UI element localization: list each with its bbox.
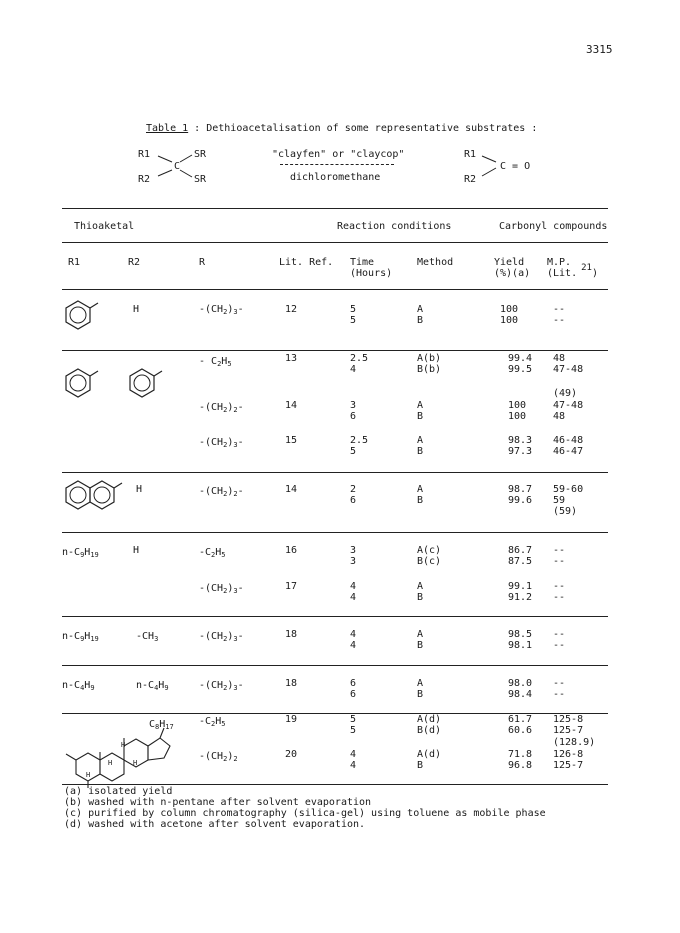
g1-time-a: 5 <box>350 304 357 315</box>
g6-ref: 18 <box>285 678 298 689</box>
g7a-method-a: A(d) <box>417 714 442 725</box>
g7b-time-b: 4 <box>350 760 357 771</box>
steroid-h-1: H <box>86 771 91 779</box>
g2a-ref: 13 <box>285 353 298 364</box>
g5-method-a: A <box>417 629 424 640</box>
g2c-r: $-(CH_2)_3-$ <box>199 437 244 449</box>
g1-r: $-(CH_2)_3-$ <box>199 304 244 316</box>
header-thioaketal: Thioaketal <box>74 221 135 232</box>
g7a-time-a: 5 <box>350 714 357 725</box>
subheader-rule <box>62 289 608 290</box>
g2c-mp-b: 46-47 <box>553 446 584 457</box>
g4a-ref: 16 <box>285 545 298 556</box>
g4b-mp-b: -- <box>553 592 566 603</box>
g2a-yield-a: 99.4 <box>508 353 533 364</box>
g7b-mp-a: 126-8 <box>553 749 584 760</box>
g7a-ref: 19 <box>285 714 298 725</box>
g3-r2: H <box>136 484 143 495</box>
g7b-method-b: B <box>417 760 424 771</box>
g4-r1: $n-C_9H_{19}$ <box>62 547 99 559</box>
g2c-time-a: 2.5 <box>350 435 369 446</box>
g1-method-a: A <box>417 304 424 315</box>
g7a-mp-b: 125-7 <box>553 725 584 736</box>
g2b-mp-b: 48 <box>553 411 566 422</box>
header-carbonyl: Carbonyl compounds <box>499 221 608 232</box>
phenyl-structure <box>62 298 102 334</box>
col-r: R <box>199 257 206 268</box>
scheme-product-co: C = O <box>500 161 531 172</box>
steroid-h-4: H <box>133 759 138 767</box>
g5-time-b: 4 <box>350 640 357 651</box>
g2c-method-a: A <box>417 435 424 446</box>
g1-mp-b: -- <box>553 315 566 326</box>
g5-mp-b: -- <box>553 640 566 651</box>
group-rule-3 <box>62 532 608 533</box>
g1-ref: 12 <box>285 304 298 315</box>
g6-method-b: B <box>417 689 424 700</box>
g3-method-b: B <box>417 495 424 506</box>
g1-r2: H <box>133 304 140 315</box>
scheme-reagent-top: "clayfen" or "claycop" <box>272 149 405 160</box>
g2b-mp-a: 47-48 <box>553 400 584 411</box>
group-rule-2 <box>62 472 608 473</box>
col-yield-unit: (%)(a) <box>494 268 531 279</box>
scheme-arrow <box>280 164 394 165</box>
col-time: Time <box>350 257 375 268</box>
g1-time-b: 5 <box>350 315 357 326</box>
g2b-r: $-(CH_2)_2-$ <box>199 402 244 414</box>
g4-r2: H <box>133 545 140 556</box>
g2a-time-b: 4 <box>350 364 357 375</box>
g2c-time-b: 5 <box>350 446 357 457</box>
g7-sub: $C_8H_{17}$ <box>149 719 174 731</box>
g2c-method-b: B <box>417 446 424 457</box>
g6-r1: $n-C_4H_9$ <box>62 680 95 692</box>
table-bottom-rule <box>62 784 608 785</box>
g4a-method-a: A(c) <box>417 545 442 556</box>
g1-method-b: B <box>417 315 424 326</box>
g2a-method-b: B(b) <box>417 364 442 375</box>
g4a-mp-a: -- <box>553 545 566 556</box>
g6-mp-a: -- <box>553 678 566 689</box>
page-number: 3315 <box>586 43 613 56</box>
g2a-r: - $C_2H_5$ <box>199 356 232 368</box>
g7a-method-b: B(d) <box>417 725 442 736</box>
g5-r2: $-CH_3$ <box>136 631 159 643</box>
g2b-method-a: A <box>417 400 424 411</box>
table-caption-text: : Dethioacetalisation of some representative substrates : <box>188 123 538 134</box>
footnote-a: (a) isolated yield <box>64 786 173 797</box>
col-r2: R2 <box>128 257 141 268</box>
g7b-yield-a: 71.8 <box>508 749 533 760</box>
g2c-yield-b: 97.3 <box>508 446 533 457</box>
g2a-yield-b: 99.5 <box>508 364 533 375</box>
g2b-yield-a: 100 <box>508 400 527 411</box>
g4b-time-a: 4 <box>350 581 357 592</box>
g7a-time-b: 5 <box>350 725 357 736</box>
footnote-c: (c) purified by column chromatography (silica-gel) using toluene as mobile phase <box>64 808 546 819</box>
g4b-time-b: 4 <box>350 592 357 603</box>
scheme-sr-top: SR <box>194 149 207 160</box>
g7b-mp-b: 125-7 <box>553 760 584 771</box>
col-litref: Lit. Ref. <box>279 257 334 268</box>
table-caption <box>146 124 537 134</box>
g2b-time-a: 3 <box>350 400 357 411</box>
g6-r: $-(CH_2)_3-$ <box>199 680 244 692</box>
g4b-ref: 17 <box>285 581 298 592</box>
g5-mp-a: -- <box>553 629 566 640</box>
g6-r2: $n-C_4H_9$ <box>136 680 169 692</box>
g2b-ref: 14 <box>285 400 298 411</box>
g5-r1: $n-C_9H_{19}$ <box>62 631 99 643</box>
g4a-mp-b: -- <box>553 556 566 567</box>
g6-yield-a: 98.0 <box>508 678 533 689</box>
g6-method-a: A <box>417 678 424 689</box>
g4b-method-a: A <box>417 581 424 592</box>
g2b-time-b: 6 <box>350 411 357 422</box>
g6-yield-b: 98.4 <box>508 689 533 700</box>
g4b-yield-b: 91.2 <box>508 592 533 603</box>
g6-mp-b: -- <box>553 689 566 700</box>
g1-mp-a: -- <box>553 304 566 315</box>
g3-ref: 14 <box>285 484 298 495</box>
g2b-mp-lit: (49) <box>553 388 578 399</box>
col-mp-lit: (Lit. $^{21}$) <box>547 263 598 279</box>
g4b-r: $-(CH_2)_3-$ <box>199 583 244 595</box>
header-rule <box>62 242 608 243</box>
g4b-yield-a: 99.1 <box>508 581 533 592</box>
g3-yield-a: 98.7 <box>508 484 533 495</box>
scheme-product-r2: R2 <box>464 174 477 185</box>
g3-mp-a: 59-60 <box>553 484 584 495</box>
header-conditions: Reaction conditions <box>337 221 452 232</box>
g4a-method-b: B(c) <box>417 556 442 567</box>
g5-r: $-(CH_2)_3-$ <box>199 631 244 643</box>
g2a-mp-a: 48 <box>553 353 566 364</box>
scheme-product-r1: R1 <box>464 149 477 160</box>
g5-method-b: B <box>417 640 424 651</box>
g5-yield-b: 98.1 <box>508 640 533 651</box>
col-r1: R1 <box>68 257 81 268</box>
phenyl-structure-r1 <box>62 366 102 402</box>
g1-yield-b: 100 <box>500 315 519 326</box>
scheme-r1: R1 <box>138 149 151 160</box>
footnote-b: (b) washed with n-pentane after solvent evaporation <box>64 797 372 808</box>
scheme-sr-bottom: SR <box>194 174 207 185</box>
scheme-reagent-bottom: dichloromethane <box>290 172 381 183</box>
g3-yield-b: 99.6 <box>508 495 533 506</box>
g2a-time-a: 2.5 <box>350 353 369 364</box>
g7b-method-a: A(d) <box>417 749 442 760</box>
g7a-yield-b: 60.6 <box>508 725 533 736</box>
col-method: Method <box>417 257 454 268</box>
g3-time-a: 2 <box>350 484 357 495</box>
g7a-r: $-C_2H_5$ <box>199 716 226 728</box>
g7a-yield-a: 61.7 <box>508 714 533 725</box>
g4a-yield-b: 87.5 <box>508 556 533 567</box>
steroid-h-2: H <box>108 759 113 767</box>
g2a-mp-b: 47-48 <box>553 364 584 375</box>
g3-time-b: 6 <box>350 495 357 506</box>
table-label: Table 1 <box>146 123 189 134</box>
g4a-time-a: 3 <box>350 545 357 556</box>
g5-ref: 18 <box>285 629 298 640</box>
g5-time-a: 4 <box>350 629 357 640</box>
g4a-yield-a: 86.7 <box>508 545 533 556</box>
group-rule-5 <box>62 665 608 666</box>
col-yield: Yield <box>494 257 525 268</box>
group-rule-4 <box>62 616 608 617</box>
g4b-method-b: B <box>417 592 424 603</box>
g7b-yield-b: 96.8 <box>508 760 533 771</box>
g2c-yield-a: 98.3 <box>508 435 533 446</box>
g2c-mp-a: 46-48 <box>553 435 584 446</box>
g7b-time-a: 4 <box>350 749 357 760</box>
steroid-h-3: H <box>121 741 126 749</box>
col-time-unit: (Hours) <box>350 268 393 279</box>
group-rule-1 <box>62 350 608 351</box>
naphthyl-structure <box>62 478 134 514</box>
g7a-mp-a: 125-8 <box>553 714 584 725</box>
g4b-mp-a: -- <box>553 581 566 592</box>
g7b-ref: 20 <box>285 749 298 760</box>
scheme-c: C <box>174 161 181 172</box>
g6-time-a: 6 <box>350 678 357 689</box>
g2c-ref: 15 <box>285 435 298 446</box>
g3-method-a: A <box>417 484 424 495</box>
g4a-time-b: 3 <box>350 556 357 567</box>
g2b-method-b: B <box>417 411 424 422</box>
g3-mp-c: (59) <box>553 506 578 517</box>
g1-yield-a: 100 <box>500 304 519 315</box>
g2a-method-a: A(b) <box>417 353 442 364</box>
g6-time-b: 6 <box>350 689 357 700</box>
g2b-yield-b: 100 <box>508 411 527 422</box>
g4a-r: $-C_2H_5$ <box>199 547 226 559</box>
g7a-mp-c: (128.9) <box>553 737 596 748</box>
footnote-d: (d) washed with acetone after solvent evaporation. <box>64 819 366 830</box>
phenyl-structure-r2 <box>126 366 166 402</box>
table-top-rule <box>62 208 608 209</box>
g5-yield-a: 98.5 <box>508 629 533 640</box>
g3-mp-b: 59 <box>553 495 566 506</box>
g7b-r: $-(CH_2)_2$ <box>199 751 238 763</box>
g3-r: $-(CH_2)_2-$ <box>199 486 244 498</box>
scheme-r2: R2 <box>138 174 151 185</box>
col-mp: M.P. <box>547 257 572 268</box>
